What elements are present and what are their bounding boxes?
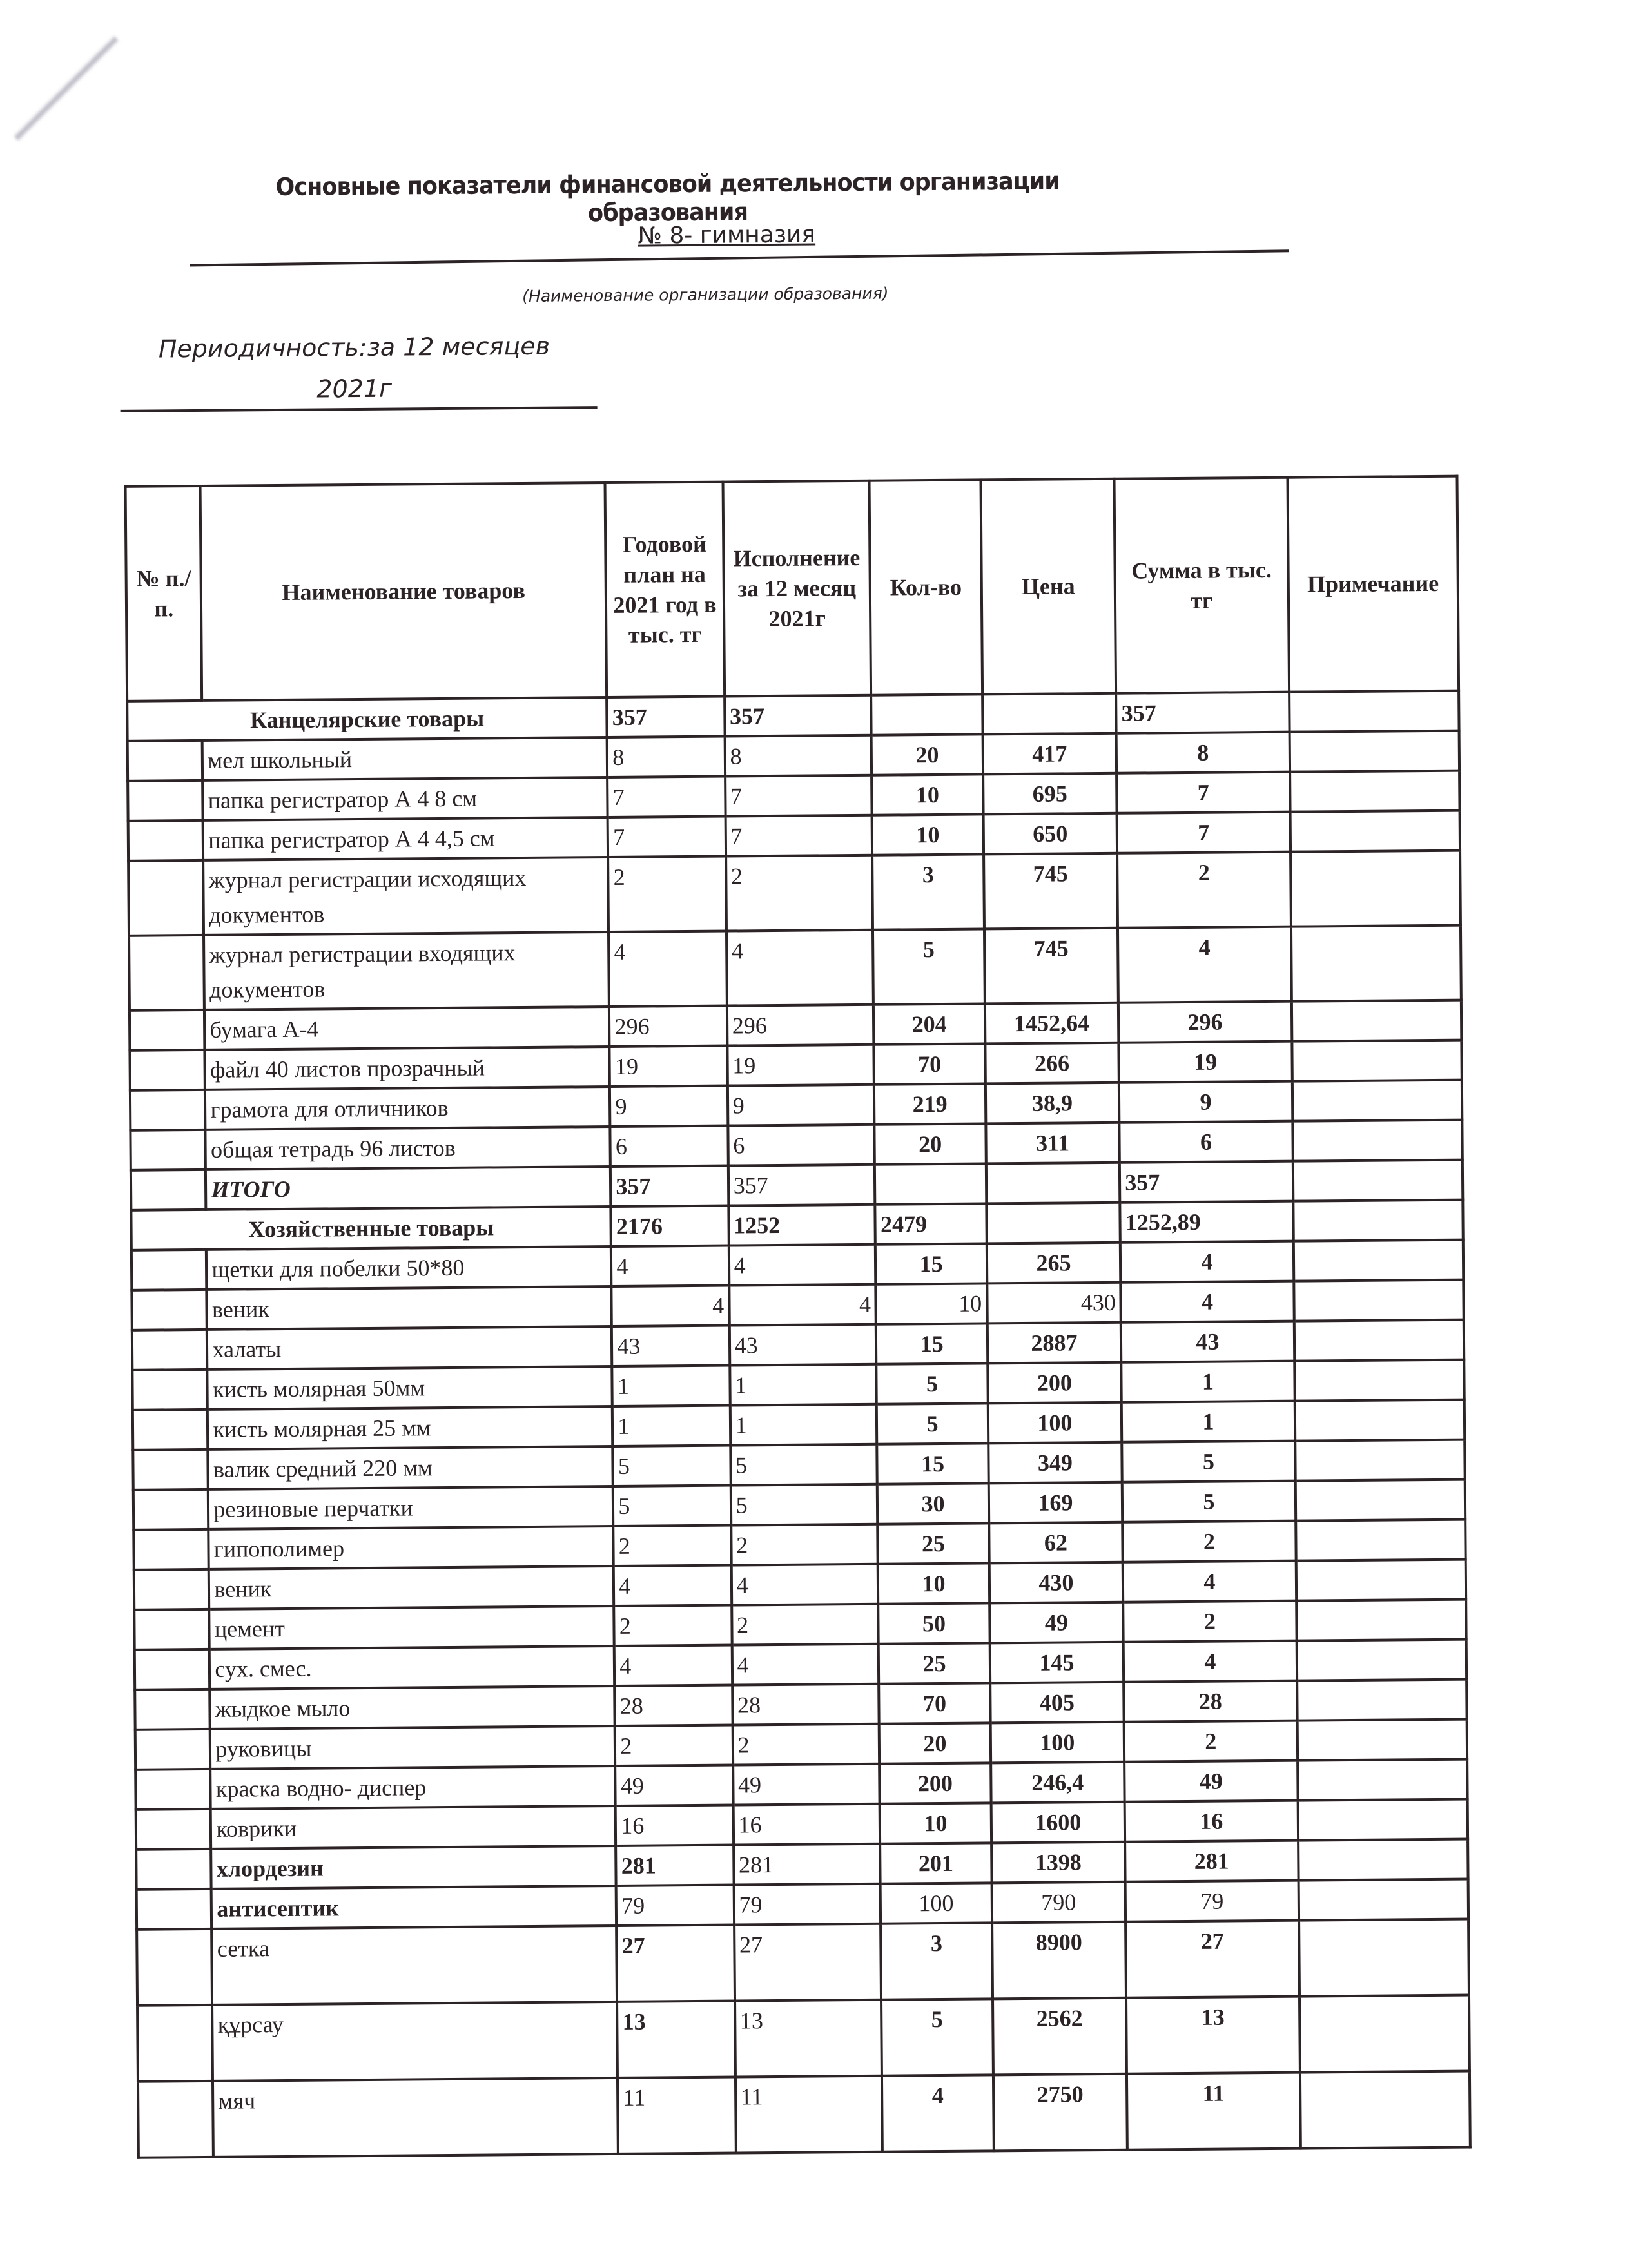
table-row: [129, 926, 1461, 1011]
cell-plan: 357: [607, 697, 725, 737]
column-header-sum: Сумма в тыс. тг: [1115, 478, 1289, 693]
column-header-plan: Годовой план на 2021 год в тыс. тг: [605, 482, 725, 697]
cell-exec: 2: [732, 1724, 879, 1765]
cell-num: [132, 1330, 208, 1370]
cell-qty: 2479: [875, 1203, 987, 1244]
cell-sum: 19: [1119, 1042, 1292, 1083]
cell-price: 200: [988, 1362, 1122, 1404]
cell-sum: 27: [1125, 1921, 1299, 1998]
cell-num: [134, 1609, 209, 1650]
cell-sum: 1: [1122, 1361, 1295, 1402]
cell-name: мяч: [213, 2078, 618, 2157]
total-label: ИТОГО: [206, 1167, 610, 1210]
cell-sum: 13: [1126, 1997, 1299, 2074]
cell-num: [137, 1889, 212, 1930]
cell-num: [130, 1050, 205, 1090]
cell-note: [1292, 1120, 1463, 1161]
cell-num: [133, 1410, 208, 1450]
cell-plan: 2176: [611, 1206, 729, 1246]
cell-price: 38,9: [986, 1083, 1120, 1124]
cell-qty: 10: [872, 774, 984, 815]
cell-note: [1292, 1080, 1462, 1121]
cell-sum: 2: [1123, 1601, 1296, 1642]
cell-note: [1298, 1759, 1468, 1801]
cell-sum: 296: [1118, 1002, 1292, 1043]
cell-name: халаты: [207, 1326, 612, 1370]
cell-price: 266: [985, 1043, 1119, 1084]
cell-plan: 28: [615, 1685, 733, 1726]
cell-plan: 79: [616, 1885, 734, 1926]
cell-name: кисть молярная 50мм: [208, 1366, 612, 1410]
cell-price: 790: [991, 1882, 1125, 1923]
cell-note: [1292, 1040, 1462, 1081]
cell-qty: 20: [871, 734, 983, 775]
cell-qty: 15: [876, 1323, 988, 1364]
table-row: [137, 1919, 1469, 2006]
cell-note: [1295, 1480, 1465, 1521]
cell-note: [1298, 1799, 1468, 1841]
cell-exec: 296: [727, 1005, 874, 1046]
cell-qty: 5: [877, 1363, 988, 1404]
cell-qty: 25: [879, 1643, 990, 1683]
cell-exec: 281: [734, 1844, 881, 1885]
cell-note: [1292, 1160, 1463, 1201]
cell-name: руковицы: [210, 1726, 615, 1769]
period-underline: [121, 406, 598, 412]
cell-exec: 4: [731, 1564, 878, 1605]
cell-note: [1294, 1280, 1464, 1321]
cell-plan: 16: [616, 1805, 734, 1846]
organization-name: № 8- гимназия: [638, 221, 816, 249]
cell-name: мел школьный: [202, 737, 607, 780]
cell-sum: 1252,89: [1120, 1201, 1294, 1243]
cell-plan: 49: [616, 1765, 734, 1806]
cell-exec: 2: [732, 1604, 879, 1645]
cell-note: [1300, 2071, 1470, 2149]
cell-qty: 100: [881, 1883, 992, 1923]
cell-num: [131, 1290, 207, 1330]
category-name: Хозяйственные товары: [131, 1207, 611, 1250]
cell-note: [1299, 1919, 1469, 1997]
cell-qty: 3: [873, 854, 984, 929]
cell-sum: 2: [1122, 1521, 1296, 1562]
cell-num: [132, 1370, 208, 1410]
cell-note: [1294, 1400, 1465, 1441]
cell-num: [138, 2081, 213, 2158]
cell-name: журнал регистрации входящих документов: [204, 932, 609, 1010]
cell-price: 2750: [993, 2074, 1128, 2151]
cell-exec: 28: [732, 1684, 879, 1725]
cell-note: [1298, 1839, 1468, 1881]
cell-price: 2887: [987, 1323, 1121, 1364]
cell-sum: 7: [1117, 812, 1290, 853]
cell-price: 745: [984, 928, 1119, 1004]
cell-name: кисть молярная 25 мм: [208, 1406, 612, 1449]
cell-note: [1293, 1200, 1463, 1241]
cell-exec: 2: [731, 1524, 878, 1565]
title-underline: [190, 249, 1289, 266]
cell-plan: 1: [612, 1366, 730, 1406]
cell-qty: 201: [881, 1843, 992, 1883]
cell-name: цемент: [209, 1606, 614, 1649]
cell-price: 49: [989, 1602, 1124, 1643]
cell-sum: 4: [1118, 927, 1291, 1003]
cell-num: [137, 2005, 213, 2082]
cell-qty: 200: [880, 1763, 991, 1803]
cell-sum: 43: [1121, 1321, 1294, 1362]
cell-price: 265: [986, 1243, 1120, 1284]
cell-price: 1398: [991, 1842, 1125, 1883]
cell-sum: 4: [1121, 1281, 1294, 1323]
cell-note: [1292, 1000, 1462, 1042]
cell-price: 169: [988, 1482, 1122, 1524]
cell-name: бумага А-4: [204, 1007, 609, 1050]
cell-qty: 30: [877, 1483, 989, 1524]
cell-plan: 5: [613, 1486, 731, 1526]
cell-num: [133, 1529, 209, 1570]
organization-caption: (Наименование организации образования): [522, 284, 889, 306]
cell-plan: 7: [608, 817, 726, 857]
cell-plan: 27: [616, 1925, 734, 2002]
cell-sum: 11: [1127, 2073, 1300, 2150]
cell-num: [137, 1929, 212, 2006]
cell-name: гипополимер: [209, 1526, 614, 1569]
cell-note: [1290, 851, 1461, 927]
cell-price: 1600: [991, 1802, 1125, 1843]
cell-name: папка регистратор А 4 8 см: [203, 777, 608, 820]
cell-plan: 296: [609, 1006, 727, 1047]
cell-exec: 13: [735, 2000, 882, 2077]
cell-num: [135, 1689, 210, 1730]
cell-qty: 50: [879, 1603, 990, 1643]
cell-exec: 8: [725, 735, 871, 777]
cell-plan: 5: [613, 1446, 731, 1486]
cell-note: [1298, 1879, 1468, 1921]
cell-note: [1296, 1600, 1466, 1641]
cell-price: 405: [990, 1682, 1124, 1723]
cell-plan: 19: [610, 1046, 728, 1087]
cell-exec: 5: [730, 1484, 877, 1526]
cell-name: сетка: [212, 1926, 618, 2005]
column-header-num: № п./п.: [126, 486, 202, 701]
table-row: [128, 851, 1461, 936]
cell-num: [136, 1849, 211, 1890]
cell-note: [1294, 1320, 1464, 1361]
cell-sum: 5: [1122, 1481, 1296, 1522]
cell-price: 8900: [992, 1922, 1127, 1999]
cell-exec: 27: [734, 1924, 882, 2001]
cell-qty: 5: [873, 929, 984, 1004]
column-header-name: Наименование товаров: [200, 483, 607, 701]
cell-exec: 7: [725, 815, 872, 857]
cell-note: [1295, 1440, 1465, 1481]
cell-num: [134, 1569, 209, 1610]
cell-sum: 16: [1125, 1801, 1298, 1842]
cell-sum: 357: [1120, 1161, 1293, 1203]
cell-plan: 9: [610, 1086, 728, 1127]
cell-exec: 9: [728, 1085, 875, 1126]
cell-exec: 6: [728, 1125, 875, 1166]
cell-plan: 4: [611, 1246, 729, 1286]
column-header-price: Цена: [980, 479, 1116, 695]
cell-exec: 357: [725, 695, 871, 737]
cell-plan: 43: [612, 1326, 730, 1366]
cell-num: [128, 780, 203, 821]
cell-exec: 16: [733, 1804, 880, 1845]
cell-name: жыдкое мыло: [210, 1686, 615, 1729]
cell-exec: 4: [728, 1245, 875, 1286]
cell-sum: 79: [1125, 1881, 1299, 1922]
cell-sum: 2: [1124, 1721, 1298, 1762]
cell-exec: 4: [726, 930, 874, 1006]
cell-num: [128, 741, 203, 781]
cell-plan: 1: [612, 1406, 730, 1446]
cell-price: 311: [986, 1123, 1120, 1164]
cell-qty: [871, 694, 983, 735]
cell-sum: 2: [1117, 852, 1290, 928]
cell-name: хлордезин: [211, 1846, 616, 1889]
cell-sum: 5: [1122, 1441, 1295, 1482]
cell-note: [1293, 1240, 1463, 1281]
cell-sum: 49: [1124, 1761, 1298, 1802]
cell-qty: 3: [881, 1923, 993, 1999]
cell-exec: 43: [729, 1324, 876, 1366]
cell-qty: 219: [874, 1083, 986, 1124]
cell-sum: 357: [1116, 692, 1289, 733]
cell-num: [128, 820, 204, 861]
cell-num: [130, 1090, 206, 1130]
cell-price: 650: [983, 813, 1117, 855]
cell-sum: 4: [1124, 1641, 1297, 1682]
cell-note: [1289, 731, 1459, 772]
financial-table: [124, 475, 1472, 2159]
cell-note: [1296, 1560, 1466, 1601]
cell-qty: 10: [880, 1803, 991, 1843]
cell-price: 349: [988, 1442, 1122, 1484]
cell-name: журнал регистрации исходящих документов: [204, 857, 609, 935]
cell-price: 1452,64: [985, 1003, 1119, 1044]
table-row: [137, 1995, 1470, 2082]
cell-exec: 1252: [728, 1205, 875, 1246]
cell-qty: 70: [874, 1043, 986, 1084]
cell-num: [135, 1769, 211, 1810]
cell-plan: 13: [617, 2001, 735, 2078]
cell-plan: 8: [607, 737, 725, 777]
cell-price: 2562: [993, 1998, 1127, 2075]
cell-num: [131, 1250, 207, 1290]
cell-num: [129, 935, 204, 1011]
cell-plan: 6: [610, 1126, 728, 1167]
cell-plan: 2: [615, 1725, 733, 1766]
cell-name: краска водно- диспер: [211, 1766, 616, 1809]
category-name: Канцелярские товары: [127, 697, 607, 741]
table-header-row: [126, 476, 1459, 701]
cell-exec: 19: [727, 1045, 874, 1086]
cell-price: [986, 1163, 1120, 1204]
cell-sum: 7: [1116, 772, 1290, 813]
cell-sum: 8: [1116, 732, 1290, 773]
cell-plan: 2: [608, 857, 726, 932]
cell-sum: 6: [1120, 1121, 1293, 1163]
cell-plan: 11: [618, 2077, 735, 2154]
cell-plan: 2: [614, 1605, 732, 1646]
cell-num: [130, 1130, 206, 1170]
cell-qty: 10: [876, 1283, 988, 1324]
cell-note: [1297, 1720, 1467, 1761]
cell-num: [130, 1010, 205, 1051]
cell-plan: 7: [607, 777, 725, 817]
column-header-qty: Кол-во: [870, 480, 982, 695]
cell-note: [1296, 1640, 1466, 1681]
cell-sum: 4: [1120, 1241, 1294, 1283]
cell-note: [1289, 691, 1459, 732]
column-header-exec: Исполнение за 12 месяц 2021г: [723, 481, 871, 697]
cell-price: 430: [987, 1283, 1121, 1324]
cell-note: [1294, 1360, 1465, 1401]
cell-name: валик средний 220 мм: [208, 1446, 613, 1489]
cell-price: 417: [982, 733, 1116, 775]
cell-name: общая тетрадь 96 листов: [206, 1127, 610, 1170]
cell-note: [1297, 1680, 1467, 1721]
cell-plan: 4: [608, 931, 726, 1007]
cell-exec: 1: [730, 1364, 877, 1406]
cell-note: [1291, 926, 1461, 1002]
cell-sum: 9: [1119, 1081, 1292, 1123]
period-label: Периодичность:за 12 месяцев: [158, 331, 550, 363]
cell-plan: 357: [610, 1166, 728, 1207]
cell-note: [1299, 1995, 1470, 2073]
cell-num: [136, 1809, 211, 1850]
cell-name: құрсау: [213, 2002, 618, 2081]
cell-qty: 10: [872, 814, 984, 855]
cell-plan: 2: [614, 1526, 732, 1566]
cell-price: 695: [983, 773, 1117, 815]
cell-sum: 28: [1124, 1681, 1297, 1722]
cell-exec: 2: [726, 855, 873, 931]
cell-num: [135, 1649, 210, 1690]
cell-sum: 1: [1122, 1401, 1295, 1442]
cell-qty: 20: [879, 1723, 991, 1763]
cell-price: 430: [989, 1562, 1123, 1604]
cell-name: веник: [209, 1566, 614, 1609]
cell-name: файл 40 листов прозрачный: [205, 1047, 610, 1090]
cell-plan: 4: [614, 1565, 732, 1606]
cell-num: [131, 1170, 206, 1210]
cell-name: щетки для побелки 50*80: [206, 1246, 611, 1290]
cell-name: коврики: [211, 1806, 616, 1849]
cell-qty: 5: [877, 1403, 988, 1444]
cell-price: [982, 693, 1116, 735]
cell-qty: 5: [882, 1999, 993, 2075]
cell-exec: 1: [730, 1404, 877, 1446]
cell-name: резиновые перчатки: [208, 1486, 613, 1529]
cell-name: сух. смес.: [209, 1646, 614, 1689]
cell-qty: 20: [875, 1123, 986, 1164]
cell-qty: 204: [873, 1003, 985, 1044]
cell-num: [133, 1449, 208, 1490]
cell-name: грамота для отличников: [205, 1087, 610, 1130]
cell-qty: 15: [877, 1443, 989, 1484]
cell-plan: 4: [614, 1645, 732, 1686]
cell-plan: 281: [616, 1845, 734, 1886]
cell-sum: 4: [1123, 1561, 1296, 1602]
cell-qty: 25: [878, 1523, 989, 1564]
cell-num: [135, 1729, 211, 1770]
cell-qty: 4: [882, 2075, 993, 2151]
cell-name: антисептик: [211, 1886, 616, 1929]
cell-qty: 70: [879, 1683, 991, 1723]
cell-note: [1290, 811, 1460, 852]
cell-price: 145: [989, 1642, 1124, 1683]
cell-exec: 7: [725, 775, 872, 817]
cell-exec: 4: [729, 1284, 876, 1326]
cell-name: веник: [207, 1286, 612, 1330]
cell-exec: 49: [733, 1764, 880, 1805]
cell-price: 246,4: [991, 1762, 1125, 1803]
cell-qty: [875, 1163, 986, 1204]
cell-exec: 357: [728, 1165, 875, 1206]
cell-qty: 10: [878, 1563, 989, 1604]
cell-exec: 79: [734, 1884, 881, 1925]
cell-num: [133, 1489, 209, 1530]
cell-name: папка регистратор А 4 4,5 см: [203, 817, 608, 860]
cell-sum: 281: [1125, 1841, 1298, 1882]
cell-exec: 4: [732, 1644, 879, 1685]
page-title: Основные показатели финансовой деятельности организации образования: [275, 166, 1060, 228]
cell-plan: 4: [612, 1286, 730, 1326]
cell-price: 100: [990, 1722, 1124, 1763]
cell-qty: 15: [875, 1243, 987, 1284]
cell-exec: 5: [730, 1444, 877, 1486]
cell-price: 100: [988, 1402, 1122, 1444]
cell-price: 62: [989, 1522, 1123, 1564]
column-header-note: Примечание: [1287, 476, 1459, 692]
table-row: [138, 2071, 1470, 2158]
cell-note: [1290, 771, 1460, 812]
cell-exec: 11: [735, 2076, 883, 2153]
cell-price: [986, 1203, 1120, 1244]
period-year: 2021г: [316, 374, 393, 403]
cell-num: [128, 860, 204, 936]
cell-note: [1296, 1520, 1466, 1561]
cell-price: 745: [984, 853, 1118, 929]
